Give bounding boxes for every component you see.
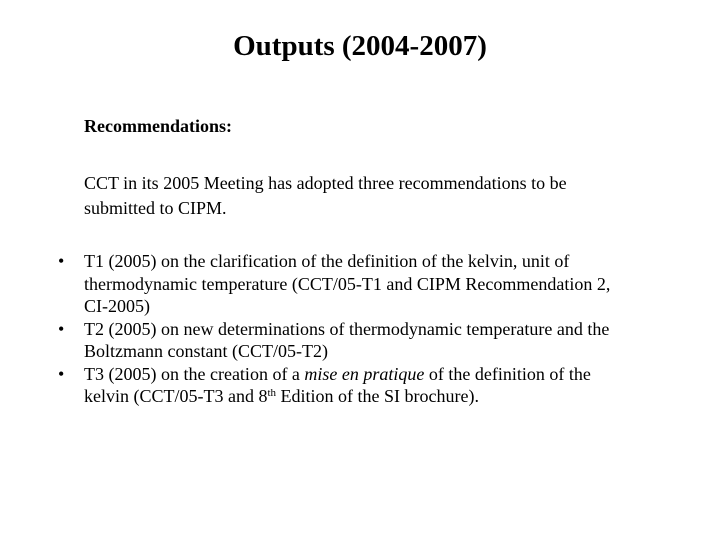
list-item-t2: [0, 318, 720, 363]
intro-line: CCT in its 2005 Meeting has adopted three recommendations to be: [84, 173, 567, 193]
bullet-icon: •: [58, 363, 65, 384]
italic-term: mise en pratique: [304, 363, 425, 384]
text-run: Edition of the SI brochure).: [276, 386, 479, 406]
list-item-line: T2 (2005) on new determinations of thermodynamic temperature and the: [84, 318, 610, 339]
text-run: kelvin (CCT/05-T3 and 8: [84, 386, 268, 406]
intro-paragraph: [84, 171, 684, 221]
text-run: of the definition of the: [424, 363, 591, 384]
ordinal-superscript: th: [267, 387, 277, 399]
slide-title: Outputs (2004-2007): [233, 30, 487, 62]
list-item-line: thermodynamic temperature (CCT/05-T1 and CIPM Recommendation 2,: [84, 273, 611, 294]
list-item-t1: [0, 250, 720, 318]
recommendations-list: [0, 250, 720, 408]
list-item-line: CI-2005): [84, 296, 150, 316]
intro-line: submitted to CIPM.: [84, 198, 227, 218]
recommendations-heading: Recommendations:: [84, 116, 232, 136]
list-item-line: [84, 363, 720, 386]
list-item-t3: [0, 363, 720, 408]
text-run: T3 (2005) on the creation of a: [84, 363, 305, 384]
list-item-line: T1 (2005) on the clarification of the definition of the kelvin, unit of: [84, 251, 570, 271]
bullet-icon: •: [58, 251, 65, 271]
list-item-line: [84, 385, 720, 408]
bullet-icon: •: [58, 318, 65, 339]
list-item-line: Boltzmann constant (CCT/05-T2): [84, 341, 328, 361]
